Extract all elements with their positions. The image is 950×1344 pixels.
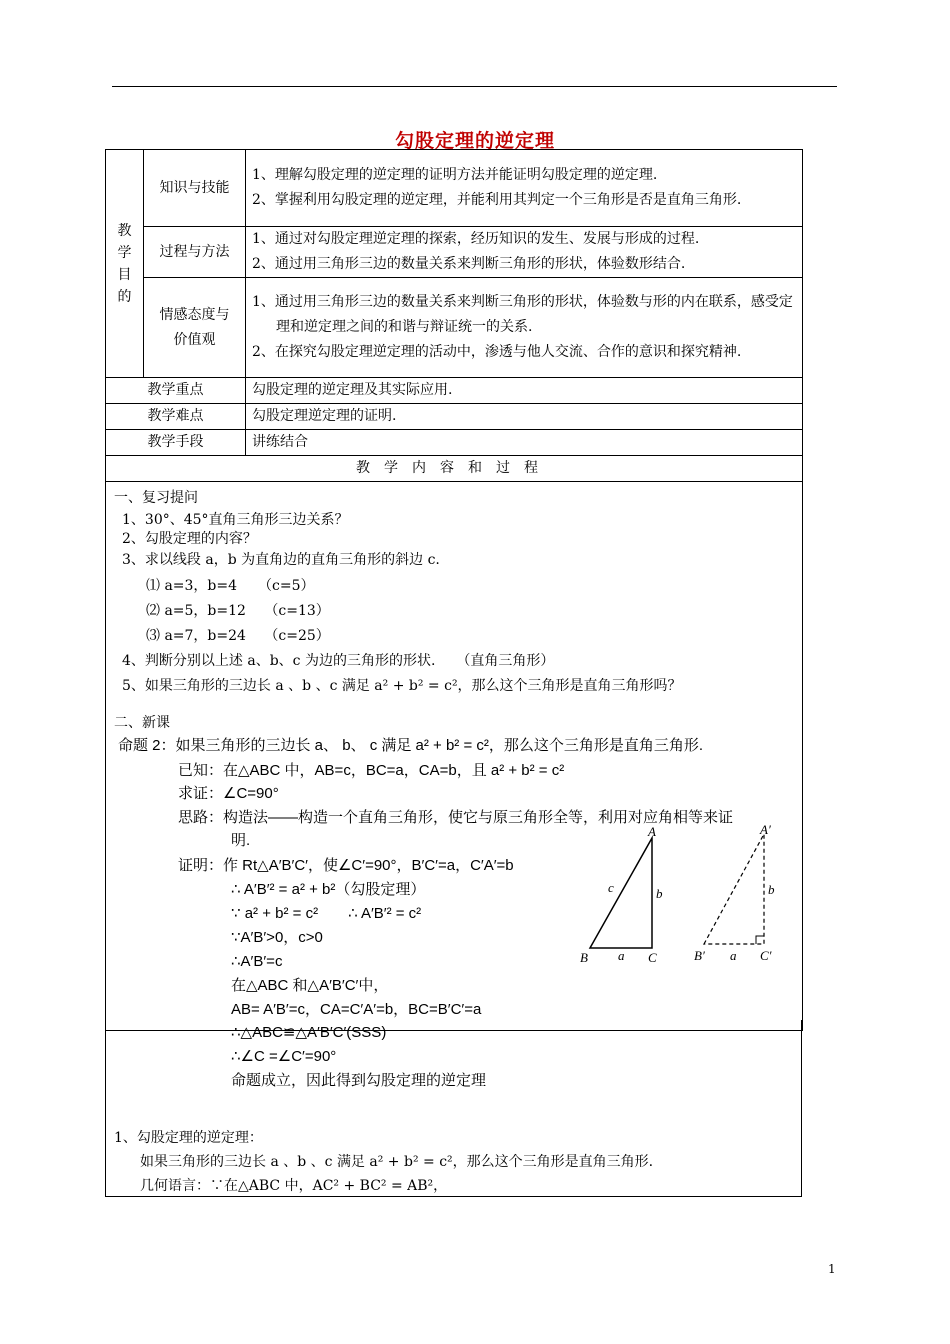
objectives-label: 教学目的 (117, 222, 132, 305)
objective-content (246, 150, 803, 227)
theorem-statement: 如果三角形的三边长 a 、b 、c 满足 a² + b² = c²，那么这个三角形是直角三角形. (140, 1154, 654, 1170)
lesson-plan-table (105, 149, 803, 1031)
proof-line: ∴ A′B′² = a² + b²（勾股定理） (231, 881, 426, 898)
objective-row-attitude (106, 278, 803, 378)
review-case: ⑵ a=5，b=12 （c=13） (146, 603, 330, 619)
review-question: 2、勾股定理的内容？ (122, 531, 257, 547)
review-question: 3、求以线段 a，b 为直角边的直角三角形的斜边 c. (122, 552, 440, 568)
objective-row-process (106, 227, 803, 278)
info-label: 教学难点 (106, 404, 246, 430)
triangle-figures (566, 822, 806, 970)
new-lesson-heading: 二、新课 (114, 715, 170, 731)
proof-line: ∴△ABC≌△A′B′C′(SSS) (231, 1024, 387, 1041)
objective-item: 2、通过用三角形三边的数量关系来判断三角形的形状，体验数形结合. (252, 256, 686, 272)
content-cell (106, 482, 803, 1031)
section-header-row (106, 456, 803, 482)
given: 已知：在△ABC 中，AB=c，BC=a，CA=b，且 a² + b² = c² (178, 762, 565, 779)
info-row (106, 378, 803, 404)
content-cell-continued (105, 1020, 802, 1197)
review-question: 1、30°、45°直角三角形三边关系？ (122, 512, 349, 528)
review-question: 4、判断分别以上述 a、b、c 为边的三角形的形状. （直角三角形） (122, 653, 555, 669)
objective-item: 2、在探究勾股定理逆定理的活动中，渗透与他人交流、合作的意识和探究精神. (252, 344, 742, 360)
objective-content (246, 227, 803, 278)
vertex-label: A (648, 824, 656, 839)
objective-label (144, 278, 246, 378)
geometric-language: 几何语言：∵在△ABC 中，AC² + BC² = AB²， (140, 1178, 448, 1194)
info-value: 勾股定理逆定理的证明. (246, 404, 803, 430)
objective-label: 知识与技能 (144, 150, 246, 227)
proposition: 命题 2：如果三角形的三边长 a、 b、 c 满足 a² + b² = c²，那么这个三角形是直角三角形. (118, 737, 704, 754)
side-label: c (608, 880, 614, 895)
review-question: 5、如果三角形的三边长 a 、b 、c 满足 a² + b² = c²，那么这个三角形是直角三角形吗？ (122, 678, 682, 694)
side-label: a (618, 948, 625, 963)
objective-item: 1、理解勾股定理的逆定理的证明方法并能证明勾股定理的逆定理. (252, 167, 658, 183)
page-title: 勾股定理的逆定理 (394, 130, 555, 152)
review-case: ⑶ a=7，b=24 （c=25） (146, 628, 330, 644)
vertex-label: B (580, 950, 588, 965)
page-number: 1 (828, 1262, 836, 1276)
proof-line: AB= A′B′=c，CA=C′A′=b，BC=B′C′=a (231, 1001, 482, 1018)
proof-line: 在△ABC 和△A′B′C′中， (231, 977, 389, 994)
objective-item: 2、掌握利用勾股定理的逆定理，并能利用其判定一个三角形是否是直角三角形. (252, 192, 742, 208)
section-header: 教学内容和过程 (106, 456, 803, 482)
header-rule (112, 86, 837, 87)
side-label: b (768, 882, 775, 897)
objective-row-knowledge (106, 150, 803, 227)
objective-label: 过程与方法 (144, 227, 246, 278)
proof-line: ∴A′B′=c (231, 953, 283, 970)
info-label: 教学手段 (106, 430, 246, 456)
triangle-a-prime (694, 822, 775, 963)
content-area (106, 482, 802, 1030)
info-value: 勾股定理的逆定理及其实际应用. (246, 378, 803, 404)
vertex-label: C′ (760, 948, 772, 963)
side-label: b (656, 886, 663, 901)
objective-label-text: 情感态度与价值观 (159, 306, 230, 348)
proof-line: 证明：作 Rt△A′B′C′，使∠C′=90°，B′C′=a，C′A′=b (178, 857, 514, 874)
idea: 思路：构造法——构造一个直角三角形，使它与原三角形全等，利用对应角相等来证 (178, 809, 734, 826)
theorem-heading: 1、勾股定理的逆定理： (114, 1130, 263, 1146)
info-row (106, 430, 803, 456)
proof-line: ∵ a² + b² = c² ∴ A′B′² = c² (231, 905, 422, 922)
objective-item: 1、通过对勾股定理逆定理的探索，经历知识的发生、发展与形成的过程. (252, 231, 700, 247)
idea-continued: 明. (231, 832, 251, 849)
side-label: a (730, 948, 737, 963)
triangle-abc (580, 824, 663, 965)
info-value: 讲练结合 (246, 430, 803, 456)
vertex-label: A′ (760, 822, 771, 837)
to-prove: 求证：∠C=90° (178, 785, 279, 802)
vertex-label: C (648, 950, 657, 965)
content-row (106, 482, 803, 1031)
proof-line: ∴∠C =∠C′=90° (231, 1048, 337, 1065)
info-row (106, 404, 803, 430)
info-label: 教学重点 (106, 378, 246, 404)
objectives-label-cell (106, 150, 144, 378)
review-case: ⑴ a=3，b=4 （c=5） (146, 578, 315, 594)
proof-line: 命题成立，因此得到勾股定理的逆定理 (231, 1072, 487, 1089)
proof-line: ∵A′B′>0，c>0 (231, 929, 323, 946)
objective-item: 1、通过用三角形三边的数量关系来判断三角形的形状，体验数与形的内在联系，感受定理和逆定理之间的和谐与辩证统一的关系. (252, 294, 793, 335)
review-heading: 一、复习提问 (114, 490, 198, 506)
objective-content (246, 278, 803, 378)
vertex-label: B′ (694, 948, 705, 963)
